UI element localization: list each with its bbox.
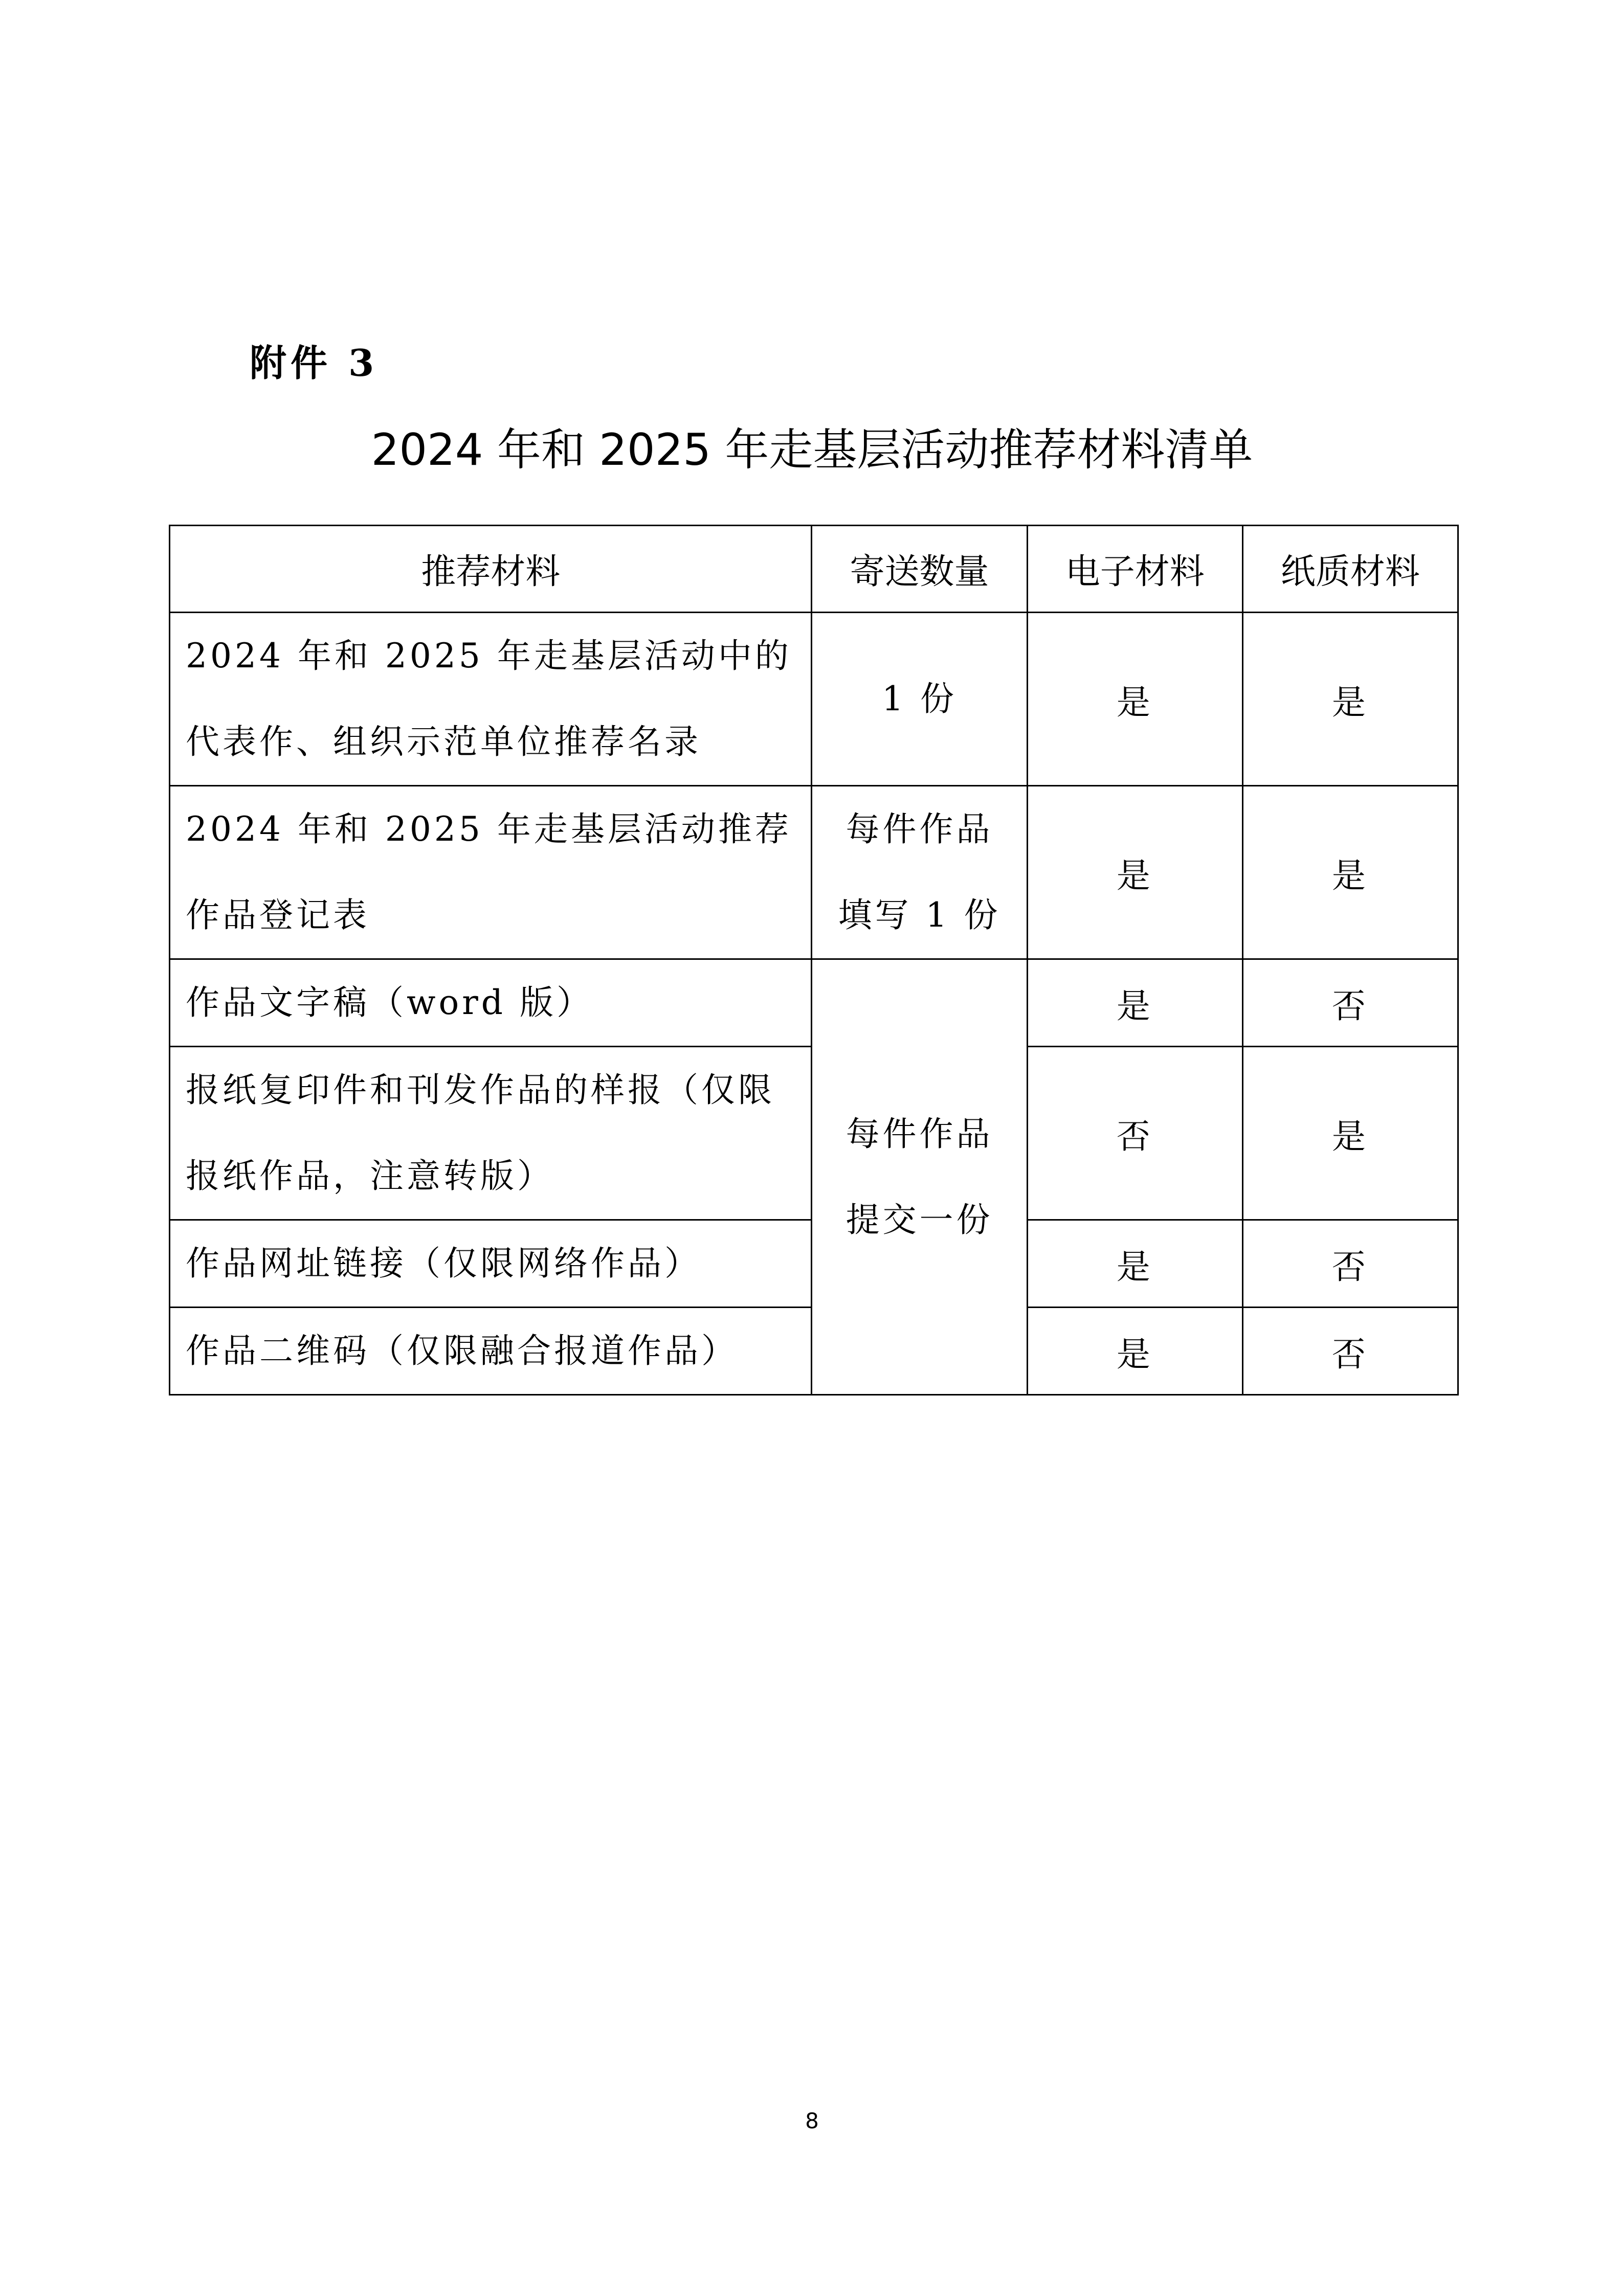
material-cell: 作品文字稿（word 版）	[170, 959, 812, 1047]
paper-cell: 是	[1242, 1047, 1458, 1220]
document-title: 2024 年和 2025 年走基层活动推荐材料清单	[371, 424, 1253, 476]
quantity-cell-merged	[812, 959, 1027, 1395]
header-paper: 纸质材料	[1242, 526, 1458, 613]
header-material: 推荐材料	[170, 526, 812, 613]
table-row	[170, 786, 1458, 959]
quantity-cell	[812, 613, 1027, 786]
table-header-row	[170, 526, 1458, 613]
attachment-label: 附件 3	[250, 341, 379, 385]
quantity-text: 每件作品 填写 1 份	[838, 809, 1001, 935]
material-cell: 作品二维码（仅限融合报道作品）	[170, 1308, 812, 1395]
table-row	[170, 613, 1458, 786]
electronic-cell: 是	[1027, 613, 1242, 786]
quantity-cell	[812, 786, 1027, 959]
electronic-cell: 是	[1027, 1308, 1242, 1395]
electronic-cell: 是	[1027, 786, 1242, 959]
materials-table	[169, 525, 1459, 1395]
page-number: 8	[805, 2108, 819, 2133]
material-cell: 2024 年和 2025 年走基层活动中的代表作、组织示范单位推荐名录	[170, 613, 812, 786]
electronic-cell: 否	[1027, 1047, 1242, 1220]
header-quantity: 寄送数量	[812, 526, 1027, 613]
material-cell: 作品网址链接（仅限网络作品）	[170, 1220, 812, 1308]
paper-cell: 否	[1242, 1220, 1458, 1308]
material-cell: 报纸复印件和刊发作品的样报（仅限报纸作品，注意转版）	[170, 1047, 812, 1220]
paper-cell: 否	[1242, 959, 1458, 1047]
electronic-cell: 是	[1027, 959, 1242, 1047]
paper-cell: 是	[1242, 786, 1458, 959]
paper-cell: 是	[1242, 613, 1458, 786]
header-electronic: 电子材料	[1027, 526, 1242, 613]
quantity-text: 1 份	[882, 679, 958, 718]
table-row	[170, 959, 1458, 1047]
paper-cell: 否	[1242, 1308, 1458, 1395]
electronic-cell: 是	[1027, 1220, 1242, 1308]
quantity-text: 每件作品 提交一份	[846, 1114, 993, 1240]
material-cell: 2024 年和 2025 年走基层活动推荐作品登记表	[170, 786, 812, 959]
